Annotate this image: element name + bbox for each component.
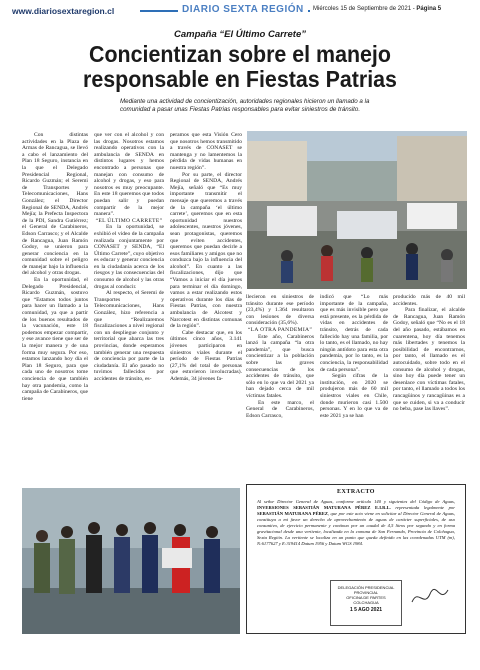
column-1 (22, 132, 88, 470)
paragraph: indicó que “Lo más importante de la campaña, que es más invisible pero que está presente, es la pérdida de vidas en accidentes de tránsito, detrás de cada fallecido hay una familia, por lo tanto, es el llamado, no hay ningún antídoto para esta otra pandemia, por lo tanto, es la conciencia, la responsabilidad de cada persona”. (320, 294, 390, 373)
notice-text: representada legalmente por (390, 505, 455, 510)
stamp-line: DELEGACIÓN PRESIDENCIAL PROVINCIAL (337, 585, 395, 595)
paragraph: Cabe destacar que, en los últimos cinco años, 3.141 jóvenes participaron en siniestros viales durante el período de Fiestas Patrias (27,1% del total de personas que estuvieron involucradas). Además, 34 jóvenes fa- (170, 329, 244, 382)
paragraph: Para finalizar, el alcalde de Rancagua, Juan Ramón Godoy, señaló que “No es el 18 del año pasado, estábamos en cuarentena, hoy día tenemos más libertades y tenemos la posibilidad de encontrarnos, por tanto, el llamado es el autocuidado, sobre todo en el consumo de alcohol y drogas, sino hoy día puede tener un desenlace con víctimas fatales, por tanto, el llamado a todos los rancagüinos y rancagüinas es a que se cuiden, si va a conducir no beba, pase las llaves”. (393, 307, 467, 413)
column-4 (246, 294, 314, 478)
event-photo (247, 131, 467, 289)
article-headline (26, 42, 454, 92)
paragraph: Según cifras de la institución, en 2020 se produjeron más de 60 mil siniestros viales en Chile, donde murieron casi 1.500 personas. Y en lo que va de este 2021 ya se han (320, 373, 390, 419)
subheading: “EL ÚLTIMO CARRETE” (95, 217, 163, 224)
column-2 (94, 132, 164, 478)
paragraph: llecieron en siniestros de tránsito durante ese período (23,4%) y 1.364 resultaron con lesiones de diversa consideración (35,6%). (246, 294, 316, 327)
notice-representative: SEBASTIÁN MATURANA PÉREZ (257, 511, 328, 516)
authorities-illustration (22, 488, 240, 634)
article-kicker: Campaña “El Último Carrete” (174, 29, 306, 40)
issue-date: Miércoles 15 de Septiembre de 2021 - Página 5 (310, 6, 444, 12)
paragraph: Por su parte, el director Regional de SENDA, Andrés Mejía, señaló que “Es muy importante transmitir el mensaje que queremos a través de la campaña ‘el último carrete’, queremos que en esta oportunidad nuestros adolescentes, nuestros jóvenes, sean protagonistas, queremos que eviten accidentes, queremos que puedan decirle a esos familiares y amigos que no conduzca bajo la influencia del alcohol”. En cuanto a las fiscalizaciones, dijo que “Vamos a iniciar el día jueves para terminar el día domingo, vamos a estar realizando estos operativos durante los días de Fiestas Patrias, con nuestra ambulancia de Alcotest y Narcotest en distintas comunas de la región”. (170, 171, 244, 330)
stamp-date: 1 5 AGO 2021 (349, 607, 383, 613)
plaza-scene-illustration (247, 131, 467, 289)
paragraph: Al respecto, el Seremi de Transportes y Telecomunicaciones, Hans González, hizo referencia a que “Realizaremos fiscalizaciones a nivel regional con un despliegue conjunto y territorial que abarca las tres provincias, donde esperamos también generar una respuesta de conciencia por parte de la ciudadanía. El año pasado no tuvimos fallecidos por accidentes de tránsito, es- (94, 290, 166, 382)
article-dek: Mediante una actividad de concientización, autoridades regionales hicieron un llamado a la comunidad a pasar unas Fiestas Patrias responsables para evitar siniestros de tránsito. (120, 98, 370, 113)
paragraph: Con distintas actividades en la Plaza de Armas de Rancagua, se llevó a cabo el lanzamiento del Plan 18 Seguro, instancia en la que el Delegado Presidencial Regional, Ricardo Guzmán; el Seremi de Transportes y Telecomunicaciones, Hans González; el Director Regional de SENDA, Andrés Mejía; la Prefecta Inspectora de la PDI, Sandra Gutiérrez; el General de Carabineros, Edson Carrasco; y el Alcalde de Rancagua, Juan Ramón Godoy, se unieron para generar conciencia en la comunidad sobre el peligro de manejar bajo la influencia del alcohol y otras drogas. (22, 132, 90, 277)
headline-line-1: Concientizan sobre el manejo (89, 41, 391, 67)
stamp-line: OFICINA DE PARTES (346, 595, 386, 600)
notice-text: , que por este acto viene en solicitar al Director General de Aguas, constituya a mi favor un derecho de aprovechamiento de aguas de carácter superficiales, de uso consuntivo, de ejercicio permanente y continuo por un caudal de 4,5 litros por segundo y en forma gravitacional desde una vertiente, localizada en la comuna de San Fernando, Provincia de Colchagua, Sexta Región. La vertiente se localiza en un punto que queda definido en las coordenadas UTM (m), N:6177627 y E:319414 Datum 1956 y Datum WGS 1984. (257, 511, 455, 546)
stamp-line: COLCHAGUA (353, 600, 379, 605)
paragraph: Este año, Carabineros lanzó la campaña “la otra pandemia”, que busca concientizar a la población sobre las graves consecuencias de los accidentes de tránsito, que sólo en lo que va del 2021 ya han dejado cerca de mil víctimas fatales. (246, 333, 316, 399)
page-number: Página 5 (416, 6, 442, 12)
signature-scribble (410, 584, 450, 610)
paragraph: En este marco, el General de Carabineros, Edson Carrasco, (246, 399, 316, 419)
date-text: Miércoles 15 de Septiembre de 2021 (313, 6, 412, 12)
notice-title: EXTRACTO (337, 489, 375, 495)
official-stamp (330, 580, 402, 626)
headline-line-2: responsable en Fiestas Patrias (83, 66, 397, 92)
paragraph: producido más de 40 mil accidentes. (393, 294, 467, 307)
newspaper-name: DIARIO SEXTA REGIÓN (178, 4, 308, 15)
paragraph: peramos que esta Visión Cero que nosotros hemos transmitido a través de CONASET se mantenga y no lamentemos la pérdida de vidas humanas en nuestra región”. (170, 132, 244, 171)
paragraph: En la oportunidad, se exhibió el video de la campaña realizada conjuntamente por CONASET y SENDA, “El Último Carrete”, cuyo objetivo es educar y generar conciencia en la ciudadanía acerca de los riesgos y las consecuencias del consumo de alcohol y las otras drogas al conducir. (94, 224, 166, 290)
paragraph: En la oportunidad, el Delegado Presidencial, Ricardo Guzmán, sostuvo que “Estamos todos juntos para hacer un llamado a la comunidad, ya que a partir de los buenos resultados de la vacunación, este 18 podemos empezar compartir, y ese avance tiene que ser de la mejor manera y de una forma muy segura. Por eso, estamos lanzando hoy día el Plan 18 Seguro, para que cada uno de nosotros tome conciencia de que también hay otra pandemia, como la campaña de Carabineros, que tiene (22, 277, 90, 402)
notice-company: INVERSIONES SEBASTIÁN MATURANA PÉREZ E.I.R.L. (257, 505, 391, 510)
notice-text: Al señor Director General de Aguas, conforme artículo 140 y siguientes del Código de Aguas, (257, 499, 455, 504)
signature (410, 584, 450, 610)
column-5 (320, 294, 388, 478)
authorities-photo (22, 488, 240, 634)
notice-body (257, 499, 455, 547)
subheading: “LA OTRA PANDEMIA” (247, 326, 313, 333)
column-6 (393, 294, 465, 478)
site-url: www.diariosextaregion.cl (12, 6, 115, 16)
column-3 (170, 132, 242, 478)
paragraph: que ver con el alcohol y con las drogas. Nosotros estamos realizando operativos con la ambulancia de SENDA en distintos lugares y hemos encontrado a personas que manejan con consumo de alcohol y drogas, y eso para nosotros es muy preocupante. En este 18 queremos que todos puedan salir y puedan compartir de la mejor manera”. (94, 132, 166, 218)
